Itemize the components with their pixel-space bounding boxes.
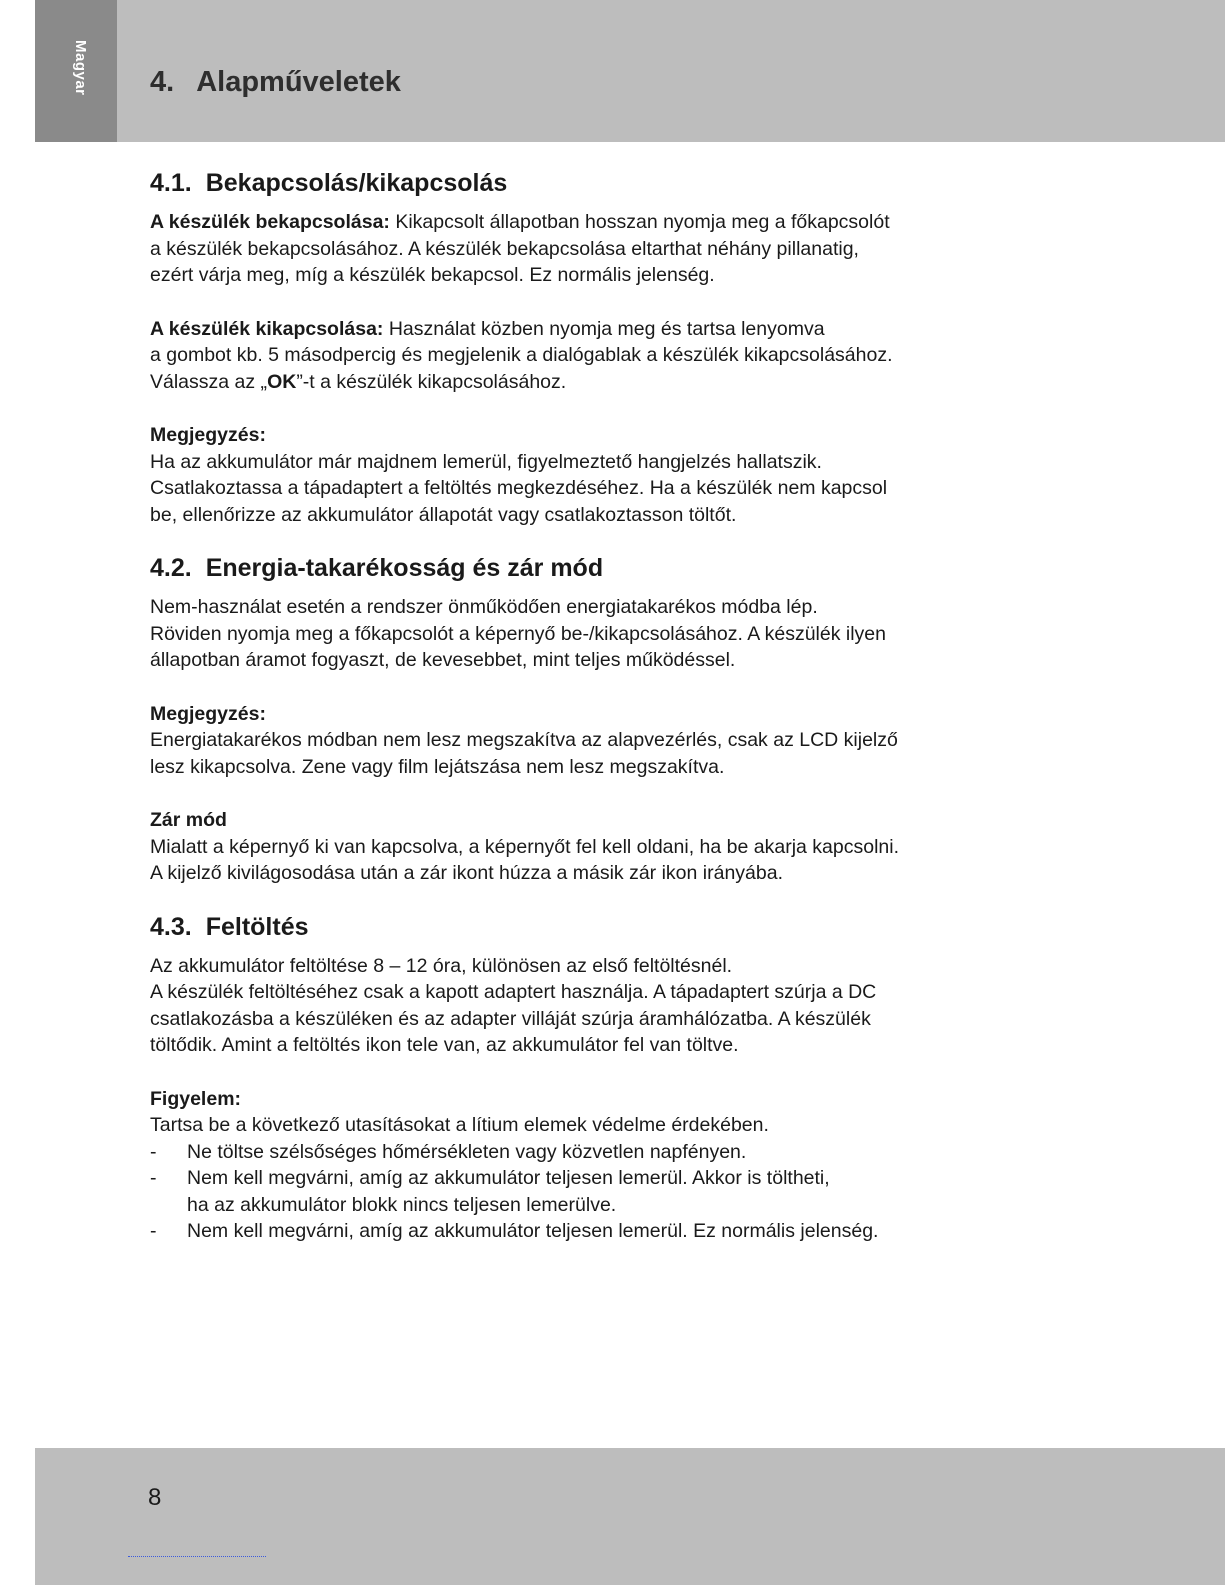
chapter-title — [150, 66, 401, 99]
note-label: Megjegyzés: — [150, 424, 266, 446]
power-off-paragraph — [150, 316, 1070, 396]
section-title: Bekapcsolás/kikapcsolás — [205, 169, 508, 197]
dash-bullet: - — [150, 1167, 157, 1189]
section-number: 4.1. — [150, 169, 192, 197]
paragraph-text: csatlakozásba a készüléken és az adapter villáját szúrja áramhálózatba. A készülék — [150, 1007, 871, 1030]
paragraph-text: lesz kikapcsolva. Zene vagy film lejátszása nem lesz megszakítva. — [150, 755, 725, 778]
list-item — [150, 1139, 1070, 1166]
paragraph-text: A kijelző kivilágosodása után a zár ikont húzza a másik zár ikon irányába. — [150, 862, 783, 884]
section-title: Energia-takarékosság és zár mód — [205, 554, 604, 582]
paragraph-text: ”-t a készülék kikapcsolásához. — [296, 370, 567, 393]
paragraph-text: Az akkumulátor feltöltése 8 – 12 óra, különösen az első feltöltésnél. — [150, 954, 733, 977]
page-number: 8 — [148, 1484, 162, 1511]
list-item — [150, 1165, 1070, 1218]
dash-bullet: - — [150, 1140, 157, 1163]
charging-paragraph — [150, 953, 1070, 1059]
paragraph-text: Válassza az „ — [150, 370, 268, 393]
paragraph-text: ezért várja meg, míg a készülék bekapcsol. Ez normális jelenség. — [150, 264, 715, 286]
power-on-label: A készülék bekapcsolása: — [150, 211, 390, 233]
section-heading-4-1 — [150, 165, 1070, 201]
paragraph-text: Kikapcsolt állapotban hosszan nyomja meg a főkapcsolót — [389, 211, 890, 233]
paragraph-text: Energiatakarékos módban nem lesz megszakítva az alapvezérlés, csak az LCD kijelző — [150, 729, 898, 751]
language-tab-label: Magyar — [72, 40, 89, 96]
list-item-text: Ne töltse szélsőséges hőmérsékleten vagy közvetlen napfényen. — [187, 1140, 747, 1163]
section-title: Feltöltés — [205, 912, 309, 941]
section-number: 4.2. — [150, 554, 192, 582]
section-heading-4-2 — [150, 550, 1070, 586]
paragraph-text: a gombot kb. 5 másodpercig és megjelenik a dialógablak a készülék kikapcsolásához. — [150, 344, 893, 366]
paragraph-text: töltődik. Amint a feltöltés ikon tele van, az akkumulátor fel van töltve. — [150, 1034, 739, 1056]
power-saving-paragraph — [150, 594, 1070, 674]
paragraph-text: Ha az akkumulátor már majdnem lemerül, figyelmeztető hangjelzés hallatszik. — [150, 450, 822, 473]
chapter-title-text: Alapműveletek — [196, 66, 401, 98]
section-number: 4.3. — [150, 912, 192, 941]
warning-list — [150, 1139, 1070, 1245]
ok-keyword: OK — [267, 370, 297, 393]
list-item-text: ha az akkumulátor blokk nincs teljesen lemerülve. — [187, 1193, 617, 1216]
page-content — [150, 165, 1070, 1245]
paragraph-text: Használat közben nyomja meg és tartsa lenyomva — [383, 317, 825, 340]
lock-mode-paragraph — [150, 807, 1070, 887]
paragraph-text: Nem-használat esetén a rendszer önműködően energiatakarékos módba lép. — [150, 596, 818, 618]
note-paragraph — [150, 701, 1070, 781]
power-on-paragraph — [150, 209, 1070, 289]
paragraph-text: A készülék feltöltéséhez csak a kapott adaptert használja. A tápadaptert szúrja a DC — [150, 981, 877, 1003]
footer-bar — [35, 1448, 1225, 1585]
paragraph-text: be, ellenőrizze az akkumulátor állapotát vagy csatlakoztasson töltőt. — [150, 503, 737, 526]
note-label: Megjegyzés: — [150, 702, 266, 725]
list-item — [150, 1218, 1070, 1245]
warning-paragraph — [150, 1086, 1070, 1139]
chapter-number: 4. — [150, 66, 175, 98]
footer-divider — [128, 1556, 266, 1557]
warning-label: Figyelem: — [150, 1087, 242, 1110]
paragraph-text: Csatlakoztassa a tápadaptert a feltöltés megkezdéséhez. Ha a készülék nem kapcsol — [150, 477, 888, 499]
section-heading-4-3 — [150, 909, 1070, 945]
lock-mode-label: Zár mód — [150, 809, 227, 831]
paragraph-text: Röviden nyomja meg a főkapcsolót a képernyő be-/kikapcsolásához. A készülék ilyen — [150, 622, 886, 645]
paragraph-text: állapotban áramot fogyaszt, de kevesebbet, mint teljes működéssel. — [150, 649, 736, 671]
note-paragraph — [150, 422, 1070, 528]
list-item-text: Nem kell megvárni, amíg az akkumulátor teljesen lemerül. Ez normális jelenség. — [187, 1220, 879, 1242]
dash-bullet: - — [150, 1220, 157, 1242]
power-off-label: A készülék kikapcsolása: — [150, 317, 384, 340]
paragraph-text: Tartsa be a következő utasításokat a lítium elemek védelme érdekében. — [150, 1114, 769, 1136]
paragraph-text: a készülék bekapcsolásához. A készülék bekapcsolása eltarthat néhány pillanatig, — [150, 237, 859, 260]
list-item-text: Nem kell megvárni, amíg az akkumulátor teljesen lemerül. Akkor is töltheti, — [187, 1167, 830, 1189]
paragraph-text: Mialatt a képernyő ki van kapcsolva, a képernyőt fel kell oldani, ha be akarja kapcsolni. — [150, 835, 899, 858]
